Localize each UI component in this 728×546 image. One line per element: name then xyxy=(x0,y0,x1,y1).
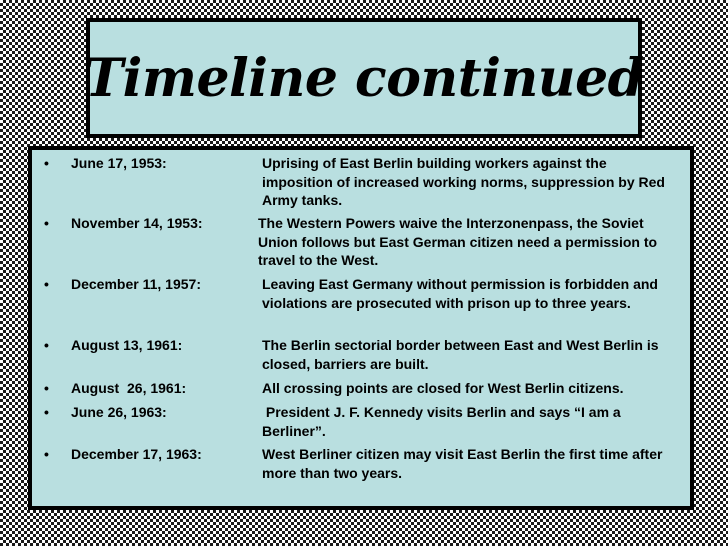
entry-date: November 14, 1953: xyxy=(71,215,203,231)
bullet: • xyxy=(44,446,49,462)
entry-description: The Berlin sectorial border between East and West Berlin is closed, barriers are built. xyxy=(262,337,659,372)
entry-date: August 26, 1961: xyxy=(71,380,187,396)
entry-date: June 26, 1963: xyxy=(71,404,167,420)
bullet: • xyxy=(44,155,49,171)
entry-date: December 11, 1957: xyxy=(71,276,201,292)
entry-date: June 17, 1953: xyxy=(71,155,167,171)
bullet: • xyxy=(44,380,49,396)
slide-title: Timeline continued xyxy=(84,47,644,109)
entry-description: Uprising of East Berlin building workers against the imposition of increased working norms, suppression by Red Army tanks. xyxy=(262,155,665,208)
bullet: • xyxy=(44,276,49,292)
title-box xyxy=(86,18,642,138)
timeline-list xyxy=(28,146,694,510)
entry-description: The Western Powers waive the Interzonenpass, the Soviet Union follows but East German citizen need a permission to travel to the West. xyxy=(258,215,658,268)
entry-description: West Berliner citizen may visit East Berlin the first time after more than two years. xyxy=(262,446,663,481)
bullet: • xyxy=(44,337,49,353)
entry-description: President J. F. Kennedy visits Berlin and says “I am a Berliner”. xyxy=(262,404,625,439)
bullet: • xyxy=(44,404,49,420)
entry-date: December 17, 1963: xyxy=(71,446,202,462)
entry-description: Leaving East Germany without permission is forbidden and violations are prosecuted with prison up to three years. xyxy=(262,276,658,311)
bullet: • xyxy=(44,215,49,231)
entry-date: August 13, 1961: xyxy=(71,337,183,353)
entry-description: All crossing points are closed for West Berlin citizens. xyxy=(262,380,624,396)
